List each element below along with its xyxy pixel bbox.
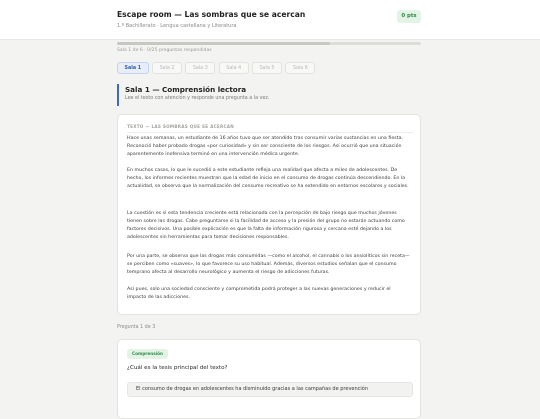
text-paragraph: La cuestión es si esta tendencia creciente está relacionada con la percepción de bajo riesgo que muchos jóvenes tienen sobre las drogas. Cabe preguntarse si la facilidad de acceso y la presión del grupo no estarán actuando como factores decisivos. Una posible explicación es que la falta de información rigurosa y cercana esté dejando a los adolescentes sin herramientas para tomar decisiones responsables. [127, 211, 405, 240]
question-text: ¿Cuál es la tesis principal del texto? [127, 365, 228, 371]
tab-sala-3[interactable]: Sala 3 [185, 62, 215, 74]
progress-fill [117, 42, 330, 45]
text-paragraph: En muchos casos, lo que le sucedió a este estudiante refleja una realidad que afecta a miles de adolescentes. De hecho, los informes recientes muestran que la edad de inicio en el consumo de drogas continúa descendiendo. En la actualidad, se observa que la normalización del consumo recreativo se ha extendido en entornos escolares y sociales. [127, 168, 409, 189]
answer-option[interactable]: El consumo de drogas en adolescentes ha disminuido gracias a las campañas de prevención [127, 382, 413, 397]
tab-sala-4[interactable]: Sala 4 [219, 62, 249, 74]
text-paragraph: Hace unas semanas, un estudiante de 16 años tuvo que ser atendido tras consumir varias sustancias en una fiesta. Reconoció haber probado drogas «por curiosidad» y sin ser consciente de los riesgos. Así ocurrió que una situación aparentemente inofensiva terminó en una intervención médica urgente. [127, 136, 403, 157]
tab-sala-5[interactable]: Sala 5 [252, 62, 282, 74]
question-counter: Pregunta 1 de 3 [117, 325, 156, 330]
question-card [117, 339, 421, 419]
question-category-badge: Comprensión [127, 349, 168, 359]
sala-tabs [117, 62, 315, 75]
sala-instructions: Lee el texto con atención y responde una pregunta a la vez. [125, 96, 270, 101]
text-label: TEXTO — LAS SOMBRAS QUE SE ACERCAN [127, 124, 235, 129]
progress-text: Sala 1 de 6 · 0/25 preguntas respondidas [117, 48, 212, 53]
progress-bar [117, 42, 421, 45]
sala-header [117, 84, 421, 106]
tab-sala-6[interactable]: Sala 6 [285, 62, 315, 74]
points-badge: 0 pts [397, 10, 421, 23]
page-subtitle: 1.º Bachillerato · Lengua castellana y Literatura [117, 23, 237, 29]
divider [127, 132, 413, 133]
tab-sala-1[interactable]: Sala 1 [117, 62, 149, 74]
text-paragraph: Así pues, solo una sociedad consciente y comprometida podrá proteger a las nuevas generaciones y reducir el impacto de las adicciones. [127, 287, 391, 300]
tab-sala-2[interactable]: Sala 2 [152, 62, 182, 74]
sala-title: Sala 1 — Comprensión lectora [125, 85, 247, 94]
reading-text-card [117, 114, 421, 315]
text-paragraph: Por una parte, se observa que las drogas más consumidas —como el alcohol, el cannabis o los ansiolíticos sin receta— se perciben como «suaves», lo que favorece su uso habitual. Además, diversos estudios señalan que el consumo temprano afecta al desarrollo neurológico y aumenta el riesgo de adicciones futuras. [127, 254, 410, 275]
app-header [0, 0, 540, 40]
page-title: Escape room — Las sombras que se acercan [117, 10, 306, 19]
